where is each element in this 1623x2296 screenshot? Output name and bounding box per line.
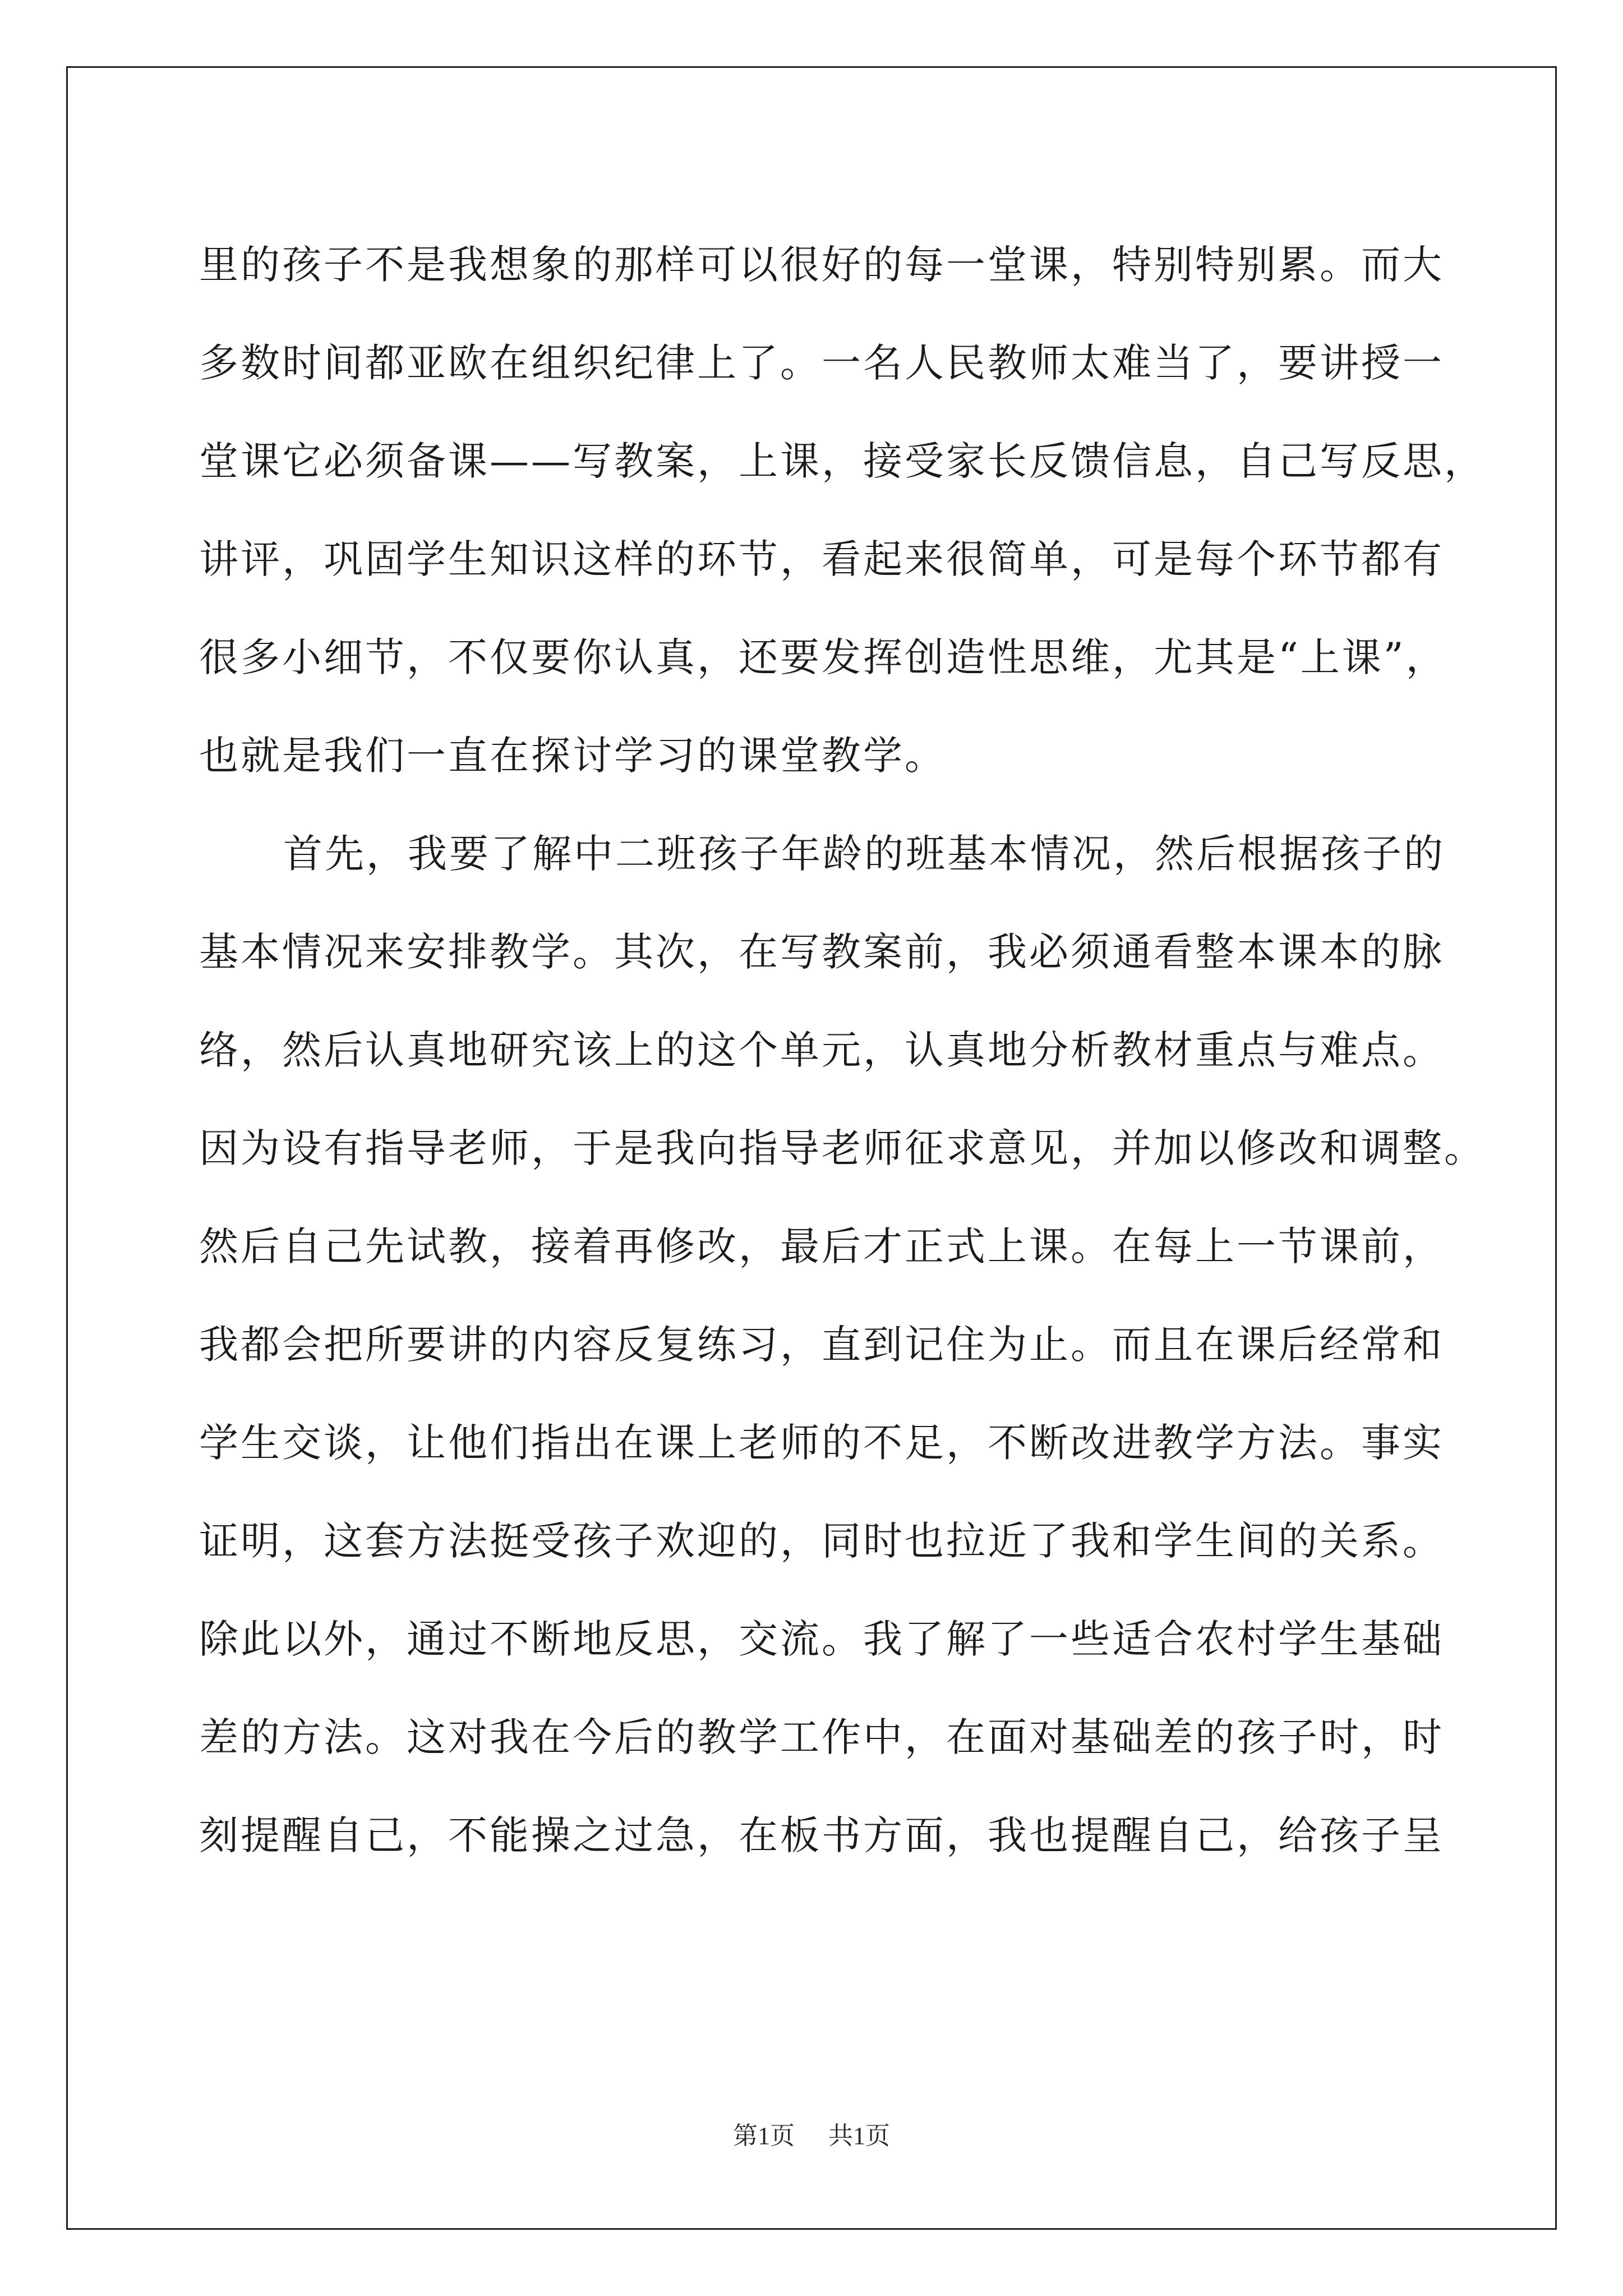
text-line: 也就是我们一直在探讨学习的课堂教学。 xyxy=(199,733,946,779)
document-body xyxy=(199,216,1486,1885)
text-line: 络，然后认真地研究该上的这个单元，认真地分析教材重点与难点。 xyxy=(199,1027,1444,1073)
page-number: 第1页 xyxy=(733,2122,795,2150)
text-line: 里的孩子不是我想象的那样可以很好的每一堂课，特别特别累。而大 xyxy=(199,242,1444,288)
text-line: 刻提醒自己，不能操之过急，在板书方面，我也提醒自己，给孩子呈 xyxy=(199,1812,1444,1858)
text-line: 除此以外，通过不断地反思，交流。我了解了一些适合农村学生基础 xyxy=(199,1616,1444,1662)
text-line: 因为设有指导老师，于是我向指导老师征求意见，并加以修改和调整。 xyxy=(199,1125,1486,1171)
text-line: 我都会把所要讲的内容反复练习，直到记住为止。而且在课后经常和 xyxy=(199,1322,1444,1368)
text-line: 差的方法。这对我在今后的教学工作中，在面对基础差的孩子时，时 xyxy=(199,1714,1444,1760)
text-line: 多数时间都亚欧在组织纪律上了。一名人民教师太难当了，要讲授一 xyxy=(199,340,1444,386)
text-line: 很多小细节，不仅要你认真，还要发挥创造性思维，尤其是“上课”， xyxy=(199,634,1447,680)
text-line: 讲评，巩固学生知识这样的环节，看起来很简单，可是每个环节都有 xyxy=(199,536,1444,582)
text-line: 首先，我要了解中二班孩子年龄的班基本情况，然后根据孩子的 xyxy=(283,831,1445,877)
text-line: 堂课它必须备课——写教案，上课，接受家长反馈信息，自己写反思， xyxy=(199,438,1486,484)
page-footer xyxy=(0,2119,1623,2153)
text-line: 学生交谈，让他们指出在课上老师的不足，不断改进教学方法。事实 xyxy=(199,1420,1444,1466)
page-total: 共1页 xyxy=(828,2122,890,2150)
text-line: 基本情况来安排教学。其次，在写教案前，我必须通看整本课本的脉 xyxy=(199,929,1444,975)
text-line: 证明，这套方法挺受孩子欢迎的，同时也拉近了我和学生间的关系。 xyxy=(199,1518,1444,1564)
text-line: 然后自己先试教，接着再修改，最后才正式上课。在每上一节课前， xyxy=(199,1223,1444,1269)
